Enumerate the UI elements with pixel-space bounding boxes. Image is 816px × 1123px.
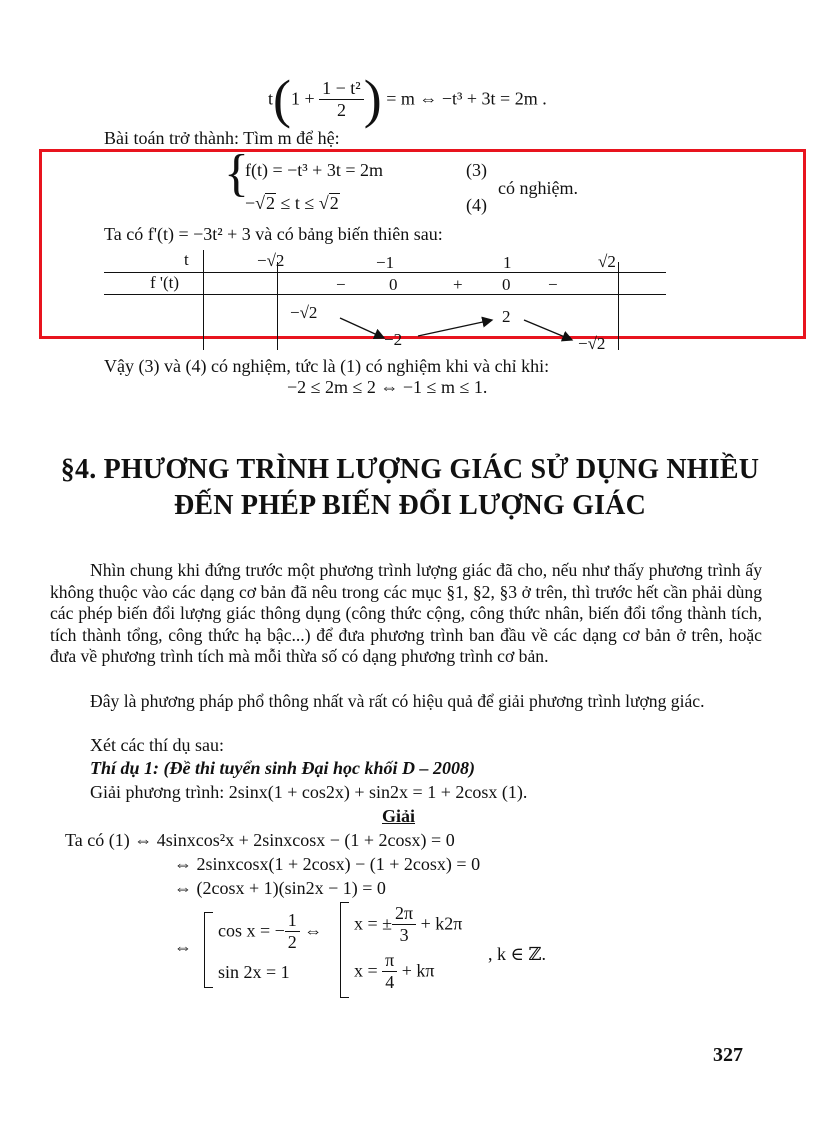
system-eq2-sqrt: 2: [266, 193, 276, 213]
top-eq-frac-den: 2: [336, 99, 346, 120]
t-value-1: −√2: [257, 251, 285, 270]
example-1-problem: Giải phương trình: 2sinx(1 + cos2x) + sin2x = 1 + 2cosx (1).: [90, 782, 528, 802]
page-number: 327: [713, 1044, 743, 1066]
final-sol-1-num: 2π: [392, 903, 416, 925]
final-bracket-2: [340, 902, 349, 998]
conclusion-line-1: Vậy (3) và (4) có nghiệm, tức là (1) có nghiệm khi và chỉ khi:: [104, 356, 550, 376]
top-eq-prefix: t: [268, 88, 274, 109]
system-eq2-sqrt2: 2: [329, 193, 339, 213]
top-eq-one-plus: 1 +: [291, 88, 315, 109]
section-heading-line-1: §4. PHƯƠNG TRÌNH LƯỢNG GIÁC SỬ DỤNG NHIỀU: [60, 454, 760, 485]
final-bracket-1: [204, 912, 213, 988]
system-eq1: f(t) = −t³ + 3t = 2m: [245, 160, 383, 180]
final-case-1-num: 1: [285, 910, 300, 932]
solution-line-1: Ta có (1) ⇔ 4sinxcos²x + 2sinxcosx − (1 + 2cosx) = 0: [65, 830, 455, 850]
arrow-decreasing-1: [340, 318, 384, 338]
f-value-1: −√2: [290, 303, 318, 322]
system-eq2-minus: −: [245, 193, 256, 213]
close-paren: ): [363, 69, 382, 129]
final-sol-1-right: + k2π: [420, 913, 463, 934]
t-value-2: −1: [376, 253, 395, 272]
paragraph-2-text: Đây là phương pháp phổ thông nhất và rất có hiệu quả để giải phương trình lượng giác.: [90, 691, 705, 711]
t-value-3: 1: [503, 253, 512, 272]
final-tail: , k ∈ ℤ.: [488, 944, 546, 964]
final-sol-2-frac: [382, 950, 397, 992]
conclusion-line-2: −2 ≤ 2m ≤ 2 ⇔ −1 ≤ m ≤ 1.: [287, 377, 488, 397]
solution-line-2: ⇔ 2sinxcosx(1 + 2cosx) − (1 + 2cosx) = 0: [174, 854, 481, 874]
final-sol-1-left: x = ±: [354, 913, 393, 934]
final-case-1-den: 2: [287, 931, 297, 952]
table-row2-label: f '(t): [150, 273, 180, 292]
sign-5: −: [548, 275, 558, 294]
f-value-2: −2: [384, 330, 403, 349]
final-equiv-2: ⇔: [304, 920, 323, 941]
final-sol-1-den: 3: [399, 924, 409, 945]
sign-1: −: [336, 275, 346, 294]
final-case-1: [218, 910, 322, 952]
system-eq2-label: (4): [466, 195, 487, 215]
final-sol-1-frac: [392, 903, 416, 945]
system-suffix: có nghiệm.: [498, 178, 578, 198]
final-sol-2-left: x =: [354, 960, 378, 981]
final-sol-2-den: 4: [385, 971, 395, 992]
final-sol-2-right: + kπ: [401, 960, 435, 981]
t-value-4: √2: [598, 252, 616, 271]
problem-becomes: Bài toán trở thành: Tìm m để hệ:: [104, 128, 340, 148]
examples-intro: Xét các thí dụ sau:: [90, 735, 224, 755]
arrow-decreasing-2: [524, 320, 572, 340]
paragraph-1: [50, 560, 762, 668]
derivative-line: Ta có f'(t) = −3t² + 3 và có bảng biến thiên sau:: [104, 224, 443, 244]
final-equiv: ⇔: [174, 937, 192, 957]
sign-3: +: [453, 275, 463, 294]
solution-label: Giải: [382, 806, 416, 826]
final-sol-1: [354, 903, 462, 945]
f-value-4: −√2: [578, 334, 606, 353]
system-brace: {: [224, 145, 249, 202]
section-heading-line-2: ĐẾN PHÉP BIẾN ĐỔI LƯỢNG GIÁC: [173, 490, 647, 521]
final-case-2: sin 2x = 1: [218, 962, 290, 982]
sign-2: 0: [389, 275, 398, 294]
final-sol-2-num: π: [382, 950, 397, 972]
system-eq2-mid: ≤ t ≤: [276, 193, 319, 213]
paragraph-2: [50, 691, 762, 713]
example-1-title: Thí dụ 1: (Đề thi tuyển sinh Đại học khối D – 2008): [90, 758, 476, 778]
top-eq-rhs: = m ⇔ −t³ + 3t = 2m .: [386, 88, 547, 109]
top-eq-frac-num: 1 − t²: [319, 78, 364, 100]
final-sol-2: [354, 950, 435, 992]
open-paren: (: [273, 69, 291, 129]
solution-line-3: ⇔ (2cosx + 1)(sin2x − 1) = 0: [174, 878, 386, 898]
final-case-1-left: cos x = −: [218, 920, 285, 941]
arrow-increasing: [418, 320, 492, 336]
variation-arrows: [0, 0, 816, 400]
sign-4: 0: [502, 275, 511, 294]
f-value-3: 2: [502, 307, 511, 326]
final-case-1-frac: [285, 910, 300, 952]
table-row1-label: t: [184, 250, 189, 269]
system-eq1-label: (3): [466, 160, 487, 180]
paragraph-1-text: Nhìn chung khi đứng trước một phương trình lượng giác đã cho, nếu như thấy phương trình ấy không thuộc vào các dạng cơ bản đã nêu trong các mục §1, §2, §3 ở trên, thì trước hết cần phải dùng các phép biến đổi lượng giác thông dụng (công thức cộng, công thức nhân, biến đổi tổng thành tích, tích thành tổng, công thức hạ bậc...) để đưa phương trình ban đầu về các dạng cơ bản ở trên, hoặc đưa về phương trình tích mà mỗi thừa số có dạng phương trình cơ bản.: [50, 560, 762, 666]
system-eq2: −√2 ≤ t ≤ √2: [245, 193, 339, 213]
